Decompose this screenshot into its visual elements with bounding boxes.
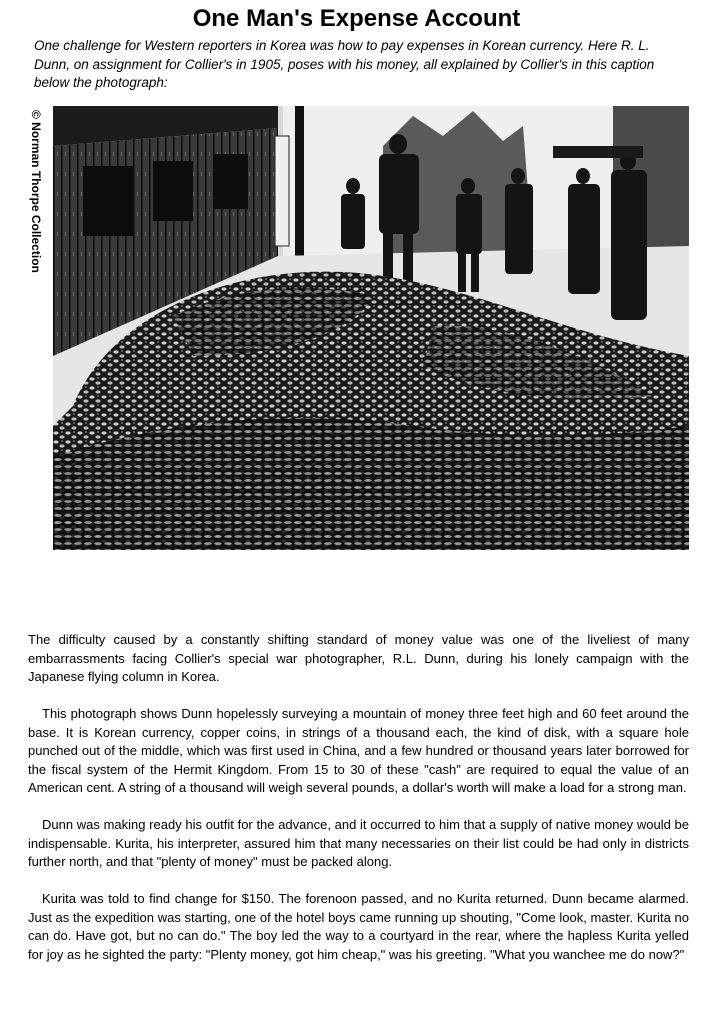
paragraph-3: Dunn was making ready his outfit for the advance, and it occurred to him that a supply of native money would be indispensable. Kurita, his interpreter, assured him that many necessaries on their list could be had only in districts further north, and that "plenty of money" must be packed along. [28,817,689,869]
photo-credit [26,110,46,280]
paragraph-2: This photograph shows Dunn hopelessly surveying a mountain of money three feet high and 60 feet around the base. It is Korean currency, copper coins, in strings of a thousand each, the kind of disk, with a square hole punched out of the middle, which was first used in China, and a few hundred or thousand years later borrowed for the fiscal system of the Hermit Kingdom. From 15 to 30 of these "cash" are required to equal the value of an American cent. A string of a thousand will weigh several pounds, a dollar's worth will make a load for a strong man. [28,706,689,795]
paragraph-1: The difficulty caused by a constantly shifting standard of money value was one of the liveliest of many embarrassments facing Collier's special war photographer, R.L. Dunn, during his lonely campaign with the Japanese flying column in Korea. [28,632,689,684]
photograph [53,106,689,550]
paragraph-4: Kurita was told to find change for $150. The forenoon passed, and no Kurita returned. Dunn became alarmed. Just as the expedition was starting, one of the hotel boys came running up shouting, "Come look, master. Kurita no can do. Have got, but no can do." The boy led the way to a courtyard in the rear, where the hapless Kurita yelled for joy as he sighted the party: "Plenty money, got him cheap," was his greeting. "What you wanchee me do now?" [28,891,689,962]
page-title: One Man's Expense Account [192,5,521,32]
intro-caption: One challenge for Western reporters in Korea was how to pay expenses in Korean currency. Here R. L. Dunn, on assignment for Collier's in 1905, poses with his money, all explained by Collier's in this caption below the photograph: [34,38,655,90]
photo-illustration [53,106,689,550]
article-body [28,631,689,983]
photo-credit-text: © Norman Thorpe Collection [29,110,43,273]
